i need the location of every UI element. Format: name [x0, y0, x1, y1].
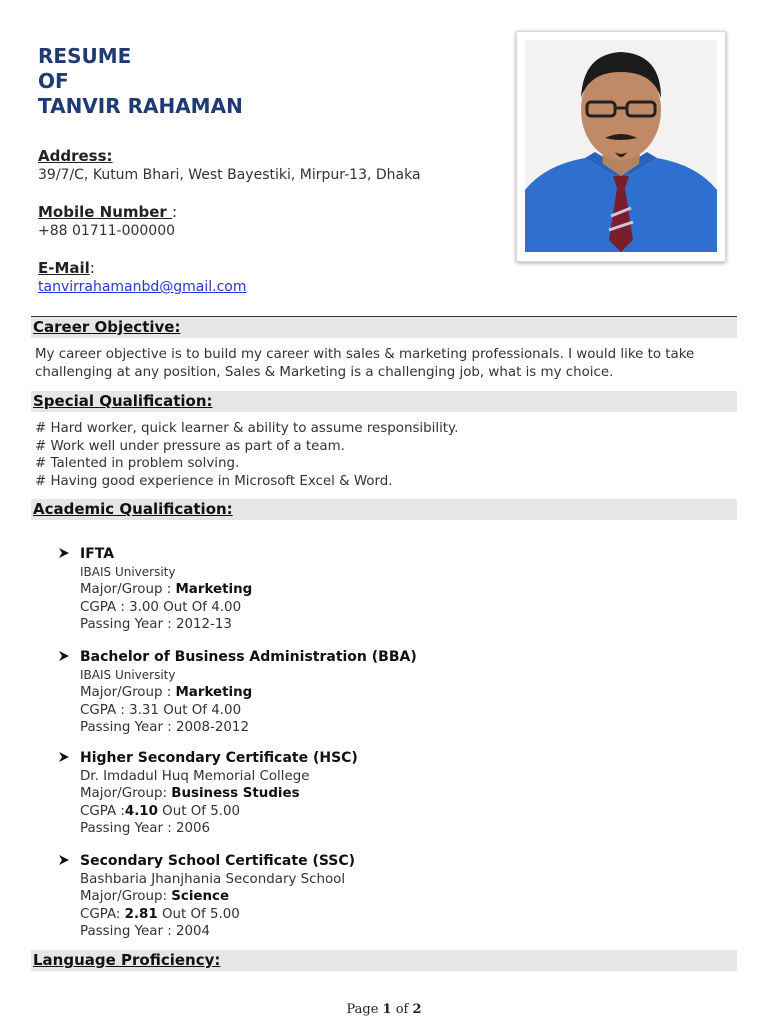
- address-block: [38, 147, 421, 184]
- special-qualification-header: [31, 391, 737, 412]
- career-objective-header: [31, 316, 737, 338]
- academic-qualification-title: Academic Qualification:: [33, 500, 233, 518]
- profile-photo-image: [525, 40, 717, 252]
- special-qualification-title: Special Qualification:: [33, 392, 213, 410]
- passing-year: Passing Year : 2004: [80, 924, 211, 939]
- degree-name: Secondary School Certificate (SSC): [80, 853, 356, 869]
- title-line-of: OF: [38, 69, 69, 93]
- address-value: 39/7/C, Kutum Bhari, West Bayestiki, Mirpur-13, Dhaka: [38, 167, 421, 183]
- list-item: # Talented in problem solving.: [35, 456, 240, 471]
- passing-year: Passing Year : 2012-13: [80, 617, 232, 632]
- email-label: E-Mail: [38, 259, 90, 277]
- arrow-bullet-icon: [58, 650, 70, 662]
- passing-year: Passing Year : 2008-2012: [80, 720, 249, 735]
- institution-name: IBAIS University: [80, 667, 176, 682]
- mobile-label-colon: :: [172, 203, 178, 221]
- mobile-value: +88 01711-000000: [38, 223, 176, 239]
- list-item: # Hard worker, quick learner & ability to assume responsibility.: [35, 421, 459, 436]
- degree-name: IFTA: [80, 546, 115, 562]
- language-proficiency-header: [31, 950, 737, 971]
- language-proficiency-title: Language Proficiency:: [33, 951, 221, 969]
- address-label: Address:: [38, 147, 113, 165]
- major-group: Major/Group: Business Studies: [80, 786, 300, 801]
- title-line-resume: RESUME: [38, 44, 132, 68]
- list-item: # Having good experience in Microsoft Excel & Word.: [35, 473, 393, 489]
- cgpa: CGPA: 2.81 Out Of 5.00: [80, 906, 240, 922]
- major-group: Major/Group : Marketing: [80, 582, 253, 597]
- institution-name: IBAIS University: [80, 564, 176, 579]
- institution-name: Bashbaria Jhanjhania Secondary School: [80, 871, 346, 887]
- arrow-bullet-icon: [58, 751, 70, 763]
- cgpa: CGPA :4.10 Out Of 5.00: [80, 803, 241, 819]
- degree-name: Bachelor of Business Administration (BBA): [80, 649, 417, 665]
- email-block: [38, 259, 247, 296]
- career-objective-line: My career objective is to build my career with sales & marketing professionals. I would like to take: [35, 347, 695, 362]
- arrow-bullet-icon: [58, 854, 70, 866]
- institution-name: Dr. Imdadul Huq Memorial College: [80, 768, 310, 784]
- arrow-bullet-icon: [58, 547, 70, 559]
- resume-title: [38, 44, 243, 119]
- academic-qualification-header: [31, 499, 737, 520]
- career-objective-title: Career Objective:: [33, 318, 181, 336]
- career-objective-line: challenging at any position, Sales & Marketing is a challenging job, what is my choice.: [35, 365, 614, 380]
- major-group: Major/Group: Science: [80, 889, 230, 904]
- profile-photo: [516, 31, 726, 262]
- major-group: Major/Group : Marketing: [80, 685, 253, 700]
- career-objective-text: [35, 346, 740, 382]
- mobile-block: [38, 203, 177, 240]
- mobile-label: Mobile Number: [38, 203, 173, 221]
- page-number: Page 1 of 2: [346, 1002, 422, 1017]
- cgpa: CGPA : 3.00 Out Of 4.00: [80, 599, 242, 615]
- passing-year: Passing Year : 2006: [80, 821, 211, 836]
- title-line-name: TANVIR RAHAMAN: [38, 94, 243, 118]
- special-qualification-list: [35, 420, 740, 490]
- cgpa: CGPA : 3.31 Out Of 4.00: [80, 702, 242, 718]
- list-item: # Work well under pressure as part of a team.: [35, 438, 345, 454]
- degree-name: Higher Secondary Certificate (HSC): [80, 750, 358, 766]
- email-label-colon: :: [89, 259, 95, 277]
- email-link[interactable]: tanvirrahamanbd@gmail.com: [38, 279, 247, 295]
